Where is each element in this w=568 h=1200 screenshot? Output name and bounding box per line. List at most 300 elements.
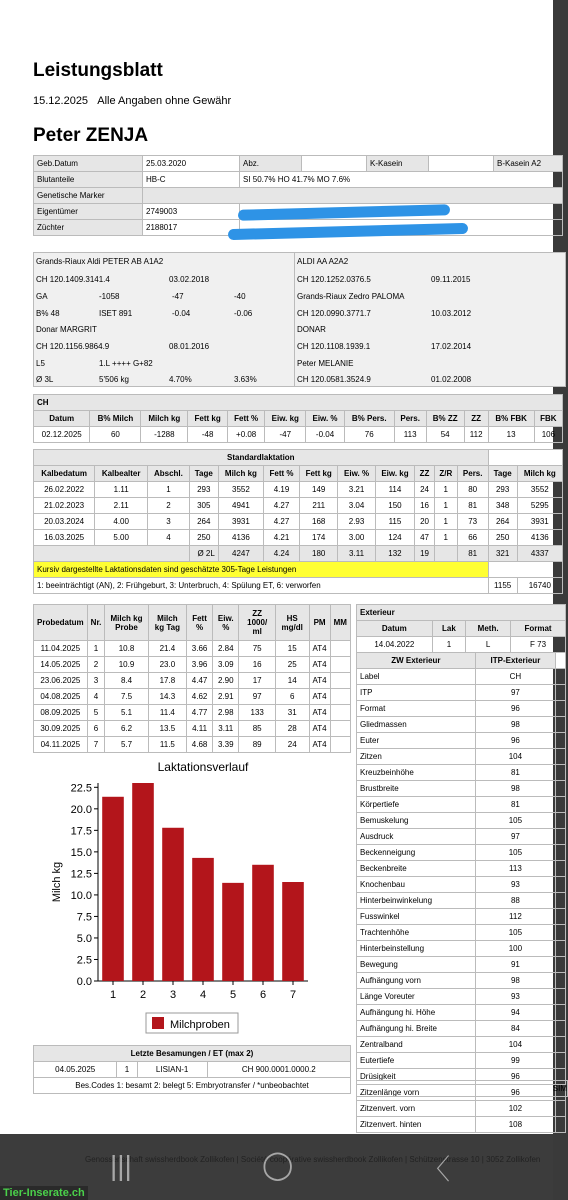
probe-cell: 8.4 <box>105 673 148 689</box>
lakt-cell: 81 <box>457 498 488 514</box>
zw-value: 104 <box>475 1037 555 1053</box>
dam-prot: 3.63% <box>234 375 257 384</box>
zw-empty <box>556 749 566 765</box>
lakt-cell: 2.93 <box>338 514 375 530</box>
legend-label: Milchproben <box>170 1019 230 1031</box>
zw-value: 81 <box>475 765 555 781</box>
table-row <box>357 797 566 813</box>
probe-cell: 5.7 <box>105 737 148 753</box>
ext-cell: L <box>466 637 511 653</box>
ch-col-header: ZZ <box>464 411 488 427</box>
zw-trait: Fusswinkel <box>357 909 476 925</box>
lakt-cell: 24 <box>415 482 434 498</box>
lakt-cell: 73 <box>457 514 488 530</box>
probe-cell: 2.98 <box>213 705 239 721</box>
lakt-col-header: Abschl. <box>148 466 190 482</box>
sire-b: B% 48 <box>36 309 60 318</box>
zw-value: 100 <box>475 941 555 957</box>
table-row <box>34 673 351 689</box>
lakt-cell: 168 <box>299 514 338 530</box>
zw-trait: Label <box>357 669 476 685</box>
table-row <box>34 530 563 546</box>
probe-cell: 4.77 <box>187 705 213 721</box>
zw-trait: Gliedmassen <box>357 717 476 733</box>
abz-label: Abz. <box>240 156 302 172</box>
info-table <box>33 155 563 236</box>
probe-cell: 4.47 <box>187 673 213 689</box>
ch-cell: 54 <box>426 427 464 443</box>
ch-cell: 113 <box>394 427 426 443</box>
besamung-codes: Bes.Codes 1: besamt 2: belegt 5: Embryotransfer / *unbeobachtet <box>34 1078 351 1094</box>
probe-cell: 2.84 <box>213 641 239 657</box>
ch-col-header: Milch kg <box>141 411 188 427</box>
zw-value: 102 <box>475 1101 555 1117</box>
probe-cell <box>330 657 350 673</box>
zw-trait: Aufhängung vorn <box>357 973 476 989</box>
zw-empty <box>556 733 566 749</box>
zw-value: 105 <box>475 845 555 861</box>
lakt-cell: 174 <box>299 530 338 546</box>
zw-empty <box>556 973 566 989</box>
lakt-cell: 4136 <box>218 530 263 546</box>
avg-cell: 19 <box>415 546 434 562</box>
probe-cell <box>330 689 350 705</box>
x-tick-label: 3 <box>169 989 177 1001</box>
probe-cell: 14.3 <box>148 689 186 705</box>
lakt-cell: 348 <box>488 498 517 514</box>
probe-cell: 15 <box>275 641 309 657</box>
zw-value: 94 <box>475 1005 555 1021</box>
table-row <box>357 685 566 701</box>
zw-value: CH <box>475 669 555 685</box>
lakt-col-header: Milch kg <box>218 466 263 482</box>
probe-cell: 17 <box>239 673 275 689</box>
probe-cell <box>330 641 350 657</box>
ch-cell: -0.04 <box>306 427 344 443</box>
lakt-cell: 1 <box>434 514 457 530</box>
sire-ga: GA <box>36 292 48 301</box>
zw-trait: Zitzenvert. hinten <box>357 1117 476 1133</box>
dam-name: Donar MARGRIT <box>36 325 97 334</box>
blut-label: Blutanteile <box>34 172 143 188</box>
zw-value: 93 <box>475 877 555 893</box>
zw-trait: Euter <box>357 733 476 749</box>
probe-col-header: Nr. <box>87 605 105 641</box>
ch-col-header: FBK <box>534 411 562 427</box>
ch-cell: -47 <box>265 427 306 443</box>
probe-cell: 5.1 <box>105 705 148 721</box>
y-tick-label: 15.0 <box>70 846 92 859</box>
ch-col-header: B% ZZ <box>426 411 464 427</box>
avg-cell: 81 <box>457 546 488 562</box>
zw-value: 97 <box>475 685 555 701</box>
lakt-cell: 1 <box>148 482 190 498</box>
probe-cell: 4 <box>87 689 105 705</box>
lakt-cell: 80 <box>457 482 488 498</box>
probe-cell: AT4 <box>309 705 330 721</box>
zw-value: 84 <box>475 1021 555 1037</box>
ch-cell: 76 <box>344 427 394 443</box>
pedigree-sire-dam <box>33 252 295 387</box>
table-row <box>357 1053 566 1069</box>
avg-cell <box>434 546 457 562</box>
lakt-col-header: Tage <box>488 466 517 482</box>
y-tick-label: 7.5 <box>76 911 92 924</box>
bkasein-label: B-Kasein A2 <box>494 156 563 172</box>
table-row <box>34 482 563 498</box>
lakt-col-header: Eiw. % <box>338 466 375 482</box>
lakt-col-header: Kalbealter <box>95 466 148 482</box>
avg-cell: 4247 <box>218 546 263 562</box>
zw-value: 96 <box>475 1085 555 1101</box>
probe-col-header: Eiw. % <box>213 605 239 641</box>
zw-trait: Hinterbeinstellung <box>357 941 476 957</box>
zw-value: 97 <box>475 829 555 845</box>
zw-trait: Körpertiefe <box>357 797 476 813</box>
dam-avg: Ø 3L <box>36 375 54 384</box>
zw-trait: Zitzen <box>357 749 476 765</box>
lakt-col-header: Eiw. kg <box>375 466 415 482</box>
lakt-cell: 115 <box>375 514 415 530</box>
zw-trait: Knochenbau <box>357 877 476 893</box>
probe-cell: 21.4 <box>148 641 186 657</box>
sire-name: Grands-Riaux Aldi PETER AB A1A2 <box>36 257 164 266</box>
probe-cell: 28 <box>275 721 309 737</box>
zw-trait: Zitzenvert. vorn <box>357 1101 476 1117</box>
table-row <box>34 705 351 721</box>
sire-ga-v1: -1058 <box>99 292 120 301</box>
zw-value: 98 <box>475 781 555 797</box>
note-blank <box>488 562 562 578</box>
ch-col-header: Fett kg <box>188 411 228 427</box>
table-row <box>357 717 566 733</box>
ch-cell: 106 <box>534 427 562 443</box>
dd-date: 01.02.2008 <box>431 375 472 384</box>
lakt-cell: 4136 <box>517 530 562 546</box>
lakt-cell: 293 <box>488 482 517 498</box>
zw-value: 96 <box>475 701 555 717</box>
probe-cell: 17.8 <box>148 673 186 689</box>
probe-cell: 3.39 <box>213 737 239 753</box>
bar <box>252 865 274 981</box>
zw-trait: Aufhängung hi. Höhe <box>357 1005 476 1021</box>
zw-value: 98 <box>475 973 555 989</box>
probe-cell: AT4 <box>309 737 330 753</box>
ext-col-header: Meth. <box>466 621 511 637</box>
probe-table <box>33 604 351 753</box>
probe-cell: 4.62 <box>187 689 213 705</box>
probe-cell: 2 <box>87 657 105 673</box>
zw-value: 105 <box>475 813 555 829</box>
probe-col-header: PM <box>309 605 330 641</box>
dam-fat: 4.70% <box>169 375 192 384</box>
recent-apps-icon[interactable]: ||| <box>110 1150 132 1181</box>
geb-label: Geb.Datum <box>34 156 143 172</box>
zw-header: ZW Exterieur <box>357 653 476 669</box>
zw-empty <box>556 957 566 973</box>
sire-b-v2: -0.06 <box>234 309 253 318</box>
bar <box>192 858 214 981</box>
probe-cell: 2.91 <box>213 689 239 705</box>
page-title: Leistungsblatt <box>33 60 163 81</box>
table-row <box>357 1005 566 1021</box>
kkasein-value <box>429 156 494 172</box>
zw-trait: ITP <box>357 685 476 701</box>
lakt-cell: 2.11 <box>95 498 148 514</box>
zw-trait: Format <box>357 701 476 717</box>
zw-empty <box>556 813 566 829</box>
probe-cell: 13.5 <box>148 721 186 737</box>
ds-date: 17.02.2014 <box>431 342 472 351</box>
probe-cell <box>330 737 350 753</box>
probe-cell: 23.06.2025 <box>34 673 88 689</box>
table-row <box>357 733 566 749</box>
sd-id: CH 120.0990.3771.7 <box>297 309 371 318</box>
lakt-cell: 47 <box>415 530 434 546</box>
lakt-cell: 250 <box>189 530 218 546</box>
lakt-cell: 305 <box>189 498 218 514</box>
ext-cell: 1 <box>432 637 465 653</box>
probe-cell: 04.08.2025 <box>34 689 88 705</box>
y-tick-label: 0.0 <box>76 976 92 988</box>
zw-trait: Zitzenlänge vorn <box>357 1085 476 1101</box>
report-date: 15.12.2025 <box>33 95 89 107</box>
zw-value: 104 <box>475 749 555 765</box>
zw-empty <box>556 1117 566 1133</box>
lakt-cell: 3931 <box>517 514 562 530</box>
zw-value: 91 <box>475 957 555 973</box>
probe-cell: 11.4 <box>148 705 186 721</box>
probe-cell: 97 <box>239 689 275 705</box>
ext-col-header: Datum <box>357 621 433 637</box>
x-tick-label: 7 <box>289 989 297 1001</box>
lakt-cell: 211 <box>299 498 338 514</box>
bar <box>282 882 304 981</box>
lakt-col-header: Z/R <box>434 466 457 482</box>
ch-cell: +0.08 <box>228 427 265 443</box>
probe-cell: 31 <box>275 705 309 721</box>
table-row <box>34 514 563 530</box>
y-tick-label: 12.5 <box>70 868 92 881</box>
table-row <box>357 765 566 781</box>
lakt-col-header: Milch kg <box>517 466 562 482</box>
zw-empty <box>556 1053 566 1069</box>
table-row <box>357 813 566 829</box>
ch-col-header: Eiw. kg <box>265 411 306 427</box>
zw-value: 81 <box>475 797 555 813</box>
y-axis-label: Milch kg <box>51 861 63 903</box>
lakt-cell: 264 <box>189 514 218 530</box>
bar <box>132 783 154 981</box>
lakt-col-header: ZZ <box>415 466 434 482</box>
laktation-title: Standardlaktation <box>34 450 489 466</box>
zw-trait: Bewegung <box>357 957 476 973</box>
zw-trait: Brustbreite <box>357 781 476 797</box>
ch-label: CH <box>34 395 563 411</box>
dam-l: L5 <box>36 359 45 368</box>
table-row <box>357 877 566 893</box>
y-tick-label: 5.0 <box>76 932 92 945</box>
lakt-cell: 293 <box>189 482 218 498</box>
zw-empty <box>556 1101 566 1117</box>
lakt-cell: 149 <box>299 482 338 498</box>
lakt-cell: 20.03.2024 <box>34 514 95 530</box>
probe-cell <box>330 705 350 721</box>
ch-cell: 112 <box>464 427 488 443</box>
zw-empty <box>556 941 566 957</box>
probe-cell: 14.05.2025 <box>34 657 88 673</box>
ch-cell: 13 <box>488 427 534 443</box>
zw-trait: Aufhängung hi. Breite <box>357 1021 476 1037</box>
zw-exterieur-table <box>356 652 566 1133</box>
zw-empty <box>556 685 566 701</box>
abz-value <box>302 156 367 172</box>
y-tick-label: 22.5 <box>70 782 92 795</box>
lakt-cell: 1 <box>434 498 457 514</box>
ext-cell: F 73 <box>511 637 566 653</box>
besamung-table <box>33 1045 351 1094</box>
probe-cell: 14 <box>275 673 309 689</box>
dd-name: Peter MELANIE <box>297 359 354 368</box>
sire-b-v1: -0.04 <box>172 309 191 318</box>
zw-empty <box>556 909 566 925</box>
table-row <box>357 925 566 941</box>
avg-cell: 180 <box>299 546 338 562</box>
lakt-col-header: Fett kg <box>299 466 338 482</box>
probe-col-header: HS mg/dl <box>275 605 309 641</box>
avg-cell: 4337 <box>517 546 562 562</box>
lakt-cell: 66 <box>457 530 488 546</box>
lakt-col-header: Tage <box>189 466 218 482</box>
probe-cell: 5 <box>87 705 105 721</box>
y-tick-label: 17.5 <box>70 825 92 838</box>
zw-trait: Kreuzbeinhöhe <box>357 765 476 781</box>
avg-pad <box>34 546 190 562</box>
lakt-col-header: Kalbedatum <box>34 466 95 482</box>
laktationsverlauf-chart <box>34 755 334 1035</box>
lakt-cell: 5.00 <box>95 530 148 546</box>
sire-id: CH 120.1409.3141.4 <box>36 275 110 284</box>
zw-trait: Beckenbreite <box>357 861 476 877</box>
zw-empty <box>556 669 566 685</box>
zw-value: 96 <box>475 1069 555 1085</box>
lakt-cell: 3.00 <box>338 530 375 546</box>
zw-empty <box>556 925 566 941</box>
lakt-cell: 21.02.2023 <box>34 498 95 514</box>
lakt-cell: 1.11 <box>95 482 148 498</box>
lakt-col-header: Fett % <box>264 466 300 482</box>
probe-cell: 25 <box>275 657 309 673</box>
probe-cell: AT4 <box>309 657 330 673</box>
ch-cell: -48 <box>188 427 228 443</box>
probe-cell: 10.9 <box>105 657 148 673</box>
zw-trait: Trachtenhöhe <box>357 925 476 941</box>
probe-cell <box>330 721 350 737</box>
probe-col-header: Milch kg Probe <box>105 605 148 641</box>
exterieur-table <box>356 604 566 653</box>
probe-cell: 10.8 <box>105 641 148 657</box>
lakt-cell: 16 <box>415 498 434 514</box>
disclaimer: Alle Angaben ohne Gewähr <box>97 95 232 107</box>
sire-ga-v3: -40 <box>234 292 246 301</box>
lakt-cell: 4.27 <box>264 514 300 530</box>
lakt-cell: 1 <box>434 482 457 498</box>
probe-cell: 11.04.2025 <box>34 641 88 657</box>
probe-cell: 3.09 <box>213 657 239 673</box>
back-icon[interactable]: 〈 <box>422 1154 451 1185</box>
ch-col-header: Eiw. % <box>306 411 344 427</box>
date-line <box>33 95 231 107</box>
lakt-cell: 3552 <box>218 482 263 498</box>
zw-trait: Bemuskelung <box>357 813 476 829</box>
probe-cell: 3.96 <box>187 657 213 673</box>
zw-empty <box>556 989 566 1005</box>
ss-date: 09.11.2015 <box>431 275 471 284</box>
table-row <box>34 689 351 705</box>
lakt-cell: 4941 <box>218 498 263 514</box>
zw-empty <box>556 829 566 845</box>
lakt-cell: 16.03.2025 <box>34 530 95 546</box>
x-tick-label: 1 <box>109 989 117 1001</box>
x-tick-label: 2 <box>139 989 147 1001</box>
lakt-cell: 4 <box>148 530 190 546</box>
zw-value: 112 <box>475 909 555 925</box>
besamung-cell: CH 900.0001.0000.2 <box>207 1062 350 1078</box>
dd-id: CH 120.0581.3524.9 <box>297 375 371 384</box>
probe-cell: 23.0 <box>148 657 186 673</box>
table-row <box>357 941 566 957</box>
table-row <box>357 893 566 909</box>
lakt-cell: 3.21 <box>338 482 375 498</box>
lakt-cell: 20 <box>415 514 434 530</box>
probe-col-header: MM <box>330 605 350 641</box>
laktation-table <box>33 449 563 594</box>
probe-cell: 133 <box>239 705 275 721</box>
probe-cell: AT4 <box>309 641 330 657</box>
zw-trait: Eutertiefe <box>357 1053 476 1069</box>
probe-cell <box>330 673 350 689</box>
lakt-cell: 3 <box>148 514 190 530</box>
zw-value: 98 <box>475 717 555 733</box>
zw-trait: Ausdruck <box>357 829 476 845</box>
probe-cell: 24 <box>275 737 309 753</box>
besamung-cell: 04.05.2025 <box>34 1062 117 1078</box>
sire-ga-v2: -47 <box>172 292 184 301</box>
ch-col-header: B% Milch <box>90 411 141 427</box>
probe-cell: 4.68 <box>187 737 213 753</box>
y-tick-label: 10.0 <box>70 889 92 902</box>
blut-pct: SI 50.7% HO 41.7% MO 7.6% <box>240 172 563 188</box>
zw-empty <box>556 845 566 861</box>
lakt-col-header: Pers. <box>457 466 488 482</box>
y-tick-label: 2.5 <box>76 954 92 967</box>
zw-trait: Zentralband <box>357 1037 476 1053</box>
zw-empty <box>556 1005 566 1021</box>
table-row <box>34 498 563 514</box>
ch-col-header: B% FBK <box>488 411 534 427</box>
home-icon[interactable]: ◯ <box>262 1149 294 1180</box>
besamung-title: Letzte Besamungen / ET (max 2) <box>34 1046 351 1062</box>
table-row <box>357 781 566 797</box>
zue-label: Züchter <box>34 220 143 236</box>
ext-col-header: Lak <box>432 621 465 637</box>
zw-trait: Drüsigkeit <box>357 1069 476 1085</box>
table-row <box>357 749 566 765</box>
table-row <box>357 1021 566 1037</box>
zw-empty <box>556 717 566 733</box>
bar <box>222 883 244 981</box>
lakt-cell: 3.04 <box>338 498 375 514</box>
